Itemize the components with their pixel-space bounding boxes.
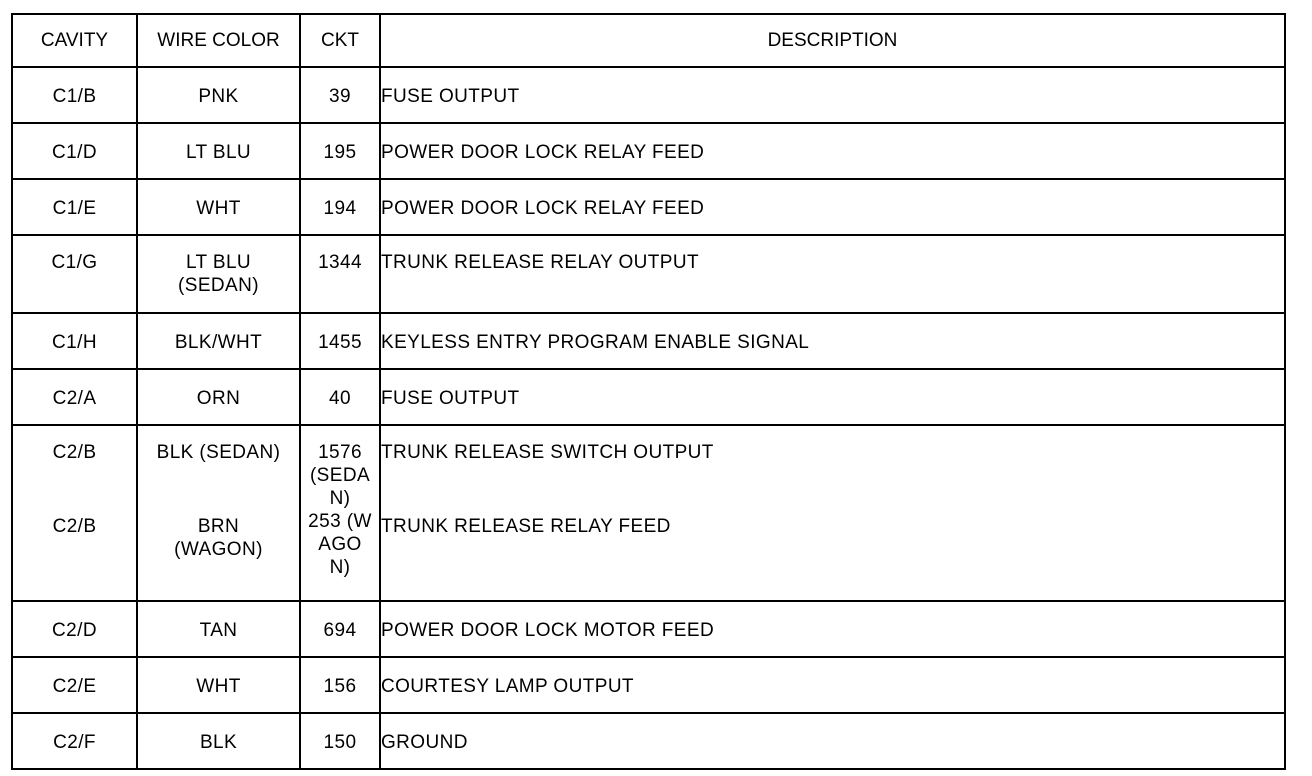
wire-color-cell: BLK: [199, 732, 238, 753]
ckt-wagon: 253 (WAGON): [308, 511, 372, 578]
cavity-cell: C2/A: [52, 388, 97, 409]
header-wire-color: WIRE COLOR: [137, 14, 300, 67]
table-row: [12, 313, 1285, 369]
header-description: DESCRIPTION: [380, 14, 1285, 67]
wire-color-line: LT BLU: [185, 252, 252, 273]
description-cell: FUSE OUTPUT: [381, 86, 520, 107]
header-cavity: CAVITY: [12, 14, 137, 67]
description-cell: FUSE OUTPUT: [381, 388, 520, 409]
description-cell: POWER DOOR LOCK RELAY FEED: [381, 198, 705, 219]
ckt-cell: 1344: [318, 252, 362, 273]
description-cell: [381, 426, 1284, 538]
cavity-cell: C1/G: [51, 252, 98, 273]
cavity-cell: C1/H: [52, 332, 97, 353]
description-cell: COURTESY LAMP OUTPUT: [381, 676, 634, 697]
table-row: [12, 657, 1285, 713]
ckt-cell: 156: [323, 676, 357, 697]
cavity-wagon: C2/B: [52, 516, 97, 537]
cavity-cell: C1/D: [52, 142, 97, 163]
cavity-cell: [13, 426, 136, 538]
cavity-cell: C2/D: [52, 620, 97, 641]
ckt-cell: 195: [323, 142, 357, 163]
cavity-cell: C1/B: [52, 86, 97, 107]
cavity-cell: C1/E: [52, 198, 97, 219]
ckt-cell: 194: [323, 198, 357, 219]
wire-color-line: (SEDAN): [178, 275, 259, 296]
table-row: [12, 235, 1285, 313]
cavity-sedan: C2/B: [52, 442, 97, 463]
table-row: [12, 601, 1285, 657]
description-cell: GROUND: [381, 732, 468, 753]
ckt-cell: 150: [323, 732, 357, 753]
wire-color-cell: TAN: [199, 620, 238, 641]
wire-color-cell: WHT: [196, 676, 241, 697]
wire-color-cell: LT BLU: [185, 142, 252, 163]
description-cell: POWER DOOR LOCK RELAY FEED: [381, 142, 705, 163]
cavity-cell: C2/E: [52, 676, 97, 697]
wire-color-cell: BLK/WHT: [174, 332, 263, 353]
description-cell: TRUNK RELEASE RELAY OUTPUT: [381, 252, 699, 273]
ckt-cell: 1455: [318, 332, 362, 353]
cavity-cell: C2/F: [53, 732, 96, 753]
table-row: [12, 123, 1285, 179]
wire-color-cell: WHT: [196, 198, 241, 219]
wire-color-cell: [138, 426, 299, 561]
table-row: [12, 179, 1285, 235]
table-row: [12, 369, 1285, 425]
description-sedan: TRUNK RELEASE SWITCH OUTPUT: [381, 442, 714, 463]
ckt-cell: 39: [329, 86, 351, 107]
ckt-cell: [301, 426, 379, 579]
wire-color-cell: PNK: [198, 86, 239, 107]
wire-color-cell: [138, 236, 299, 297]
connector-pinout-table: [11, 13, 1286, 770]
table-row: [12, 67, 1285, 123]
description-cell: POWER DOOR LOCK MOTOR FEED: [381, 620, 715, 641]
wire-color-wagon-line: (WAGON): [174, 539, 263, 560]
table-row: [12, 713, 1285, 769]
wire-color-wagon-line: BRN: [197, 516, 240, 537]
ckt-sedan: 1576 (SEDAN): [309, 442, 371, 509]
description-wagon: TRUNK RELEASE RELAY FEED: [381, 516, 671, 537]
ckt-cell: 40: [329, 388, 351, 409]
table-row: [12, 425, 1285, 601]
ckt-cell: 694: [323, 620, 357, 641]
table-header-row: [12, 14, 1285, 67]
header-ckt: CKT: [300, 14, 380, 67]
wire-color-cell: ORN: [196, 388, 241, 409]
description-cell: KEYLESS ENTRY PROGRAM ENABLE SIGNAL: [381, 332, 810, 353]
wire-color-sedan: BLK (SEDAN): [156, 442, 281, 463]
